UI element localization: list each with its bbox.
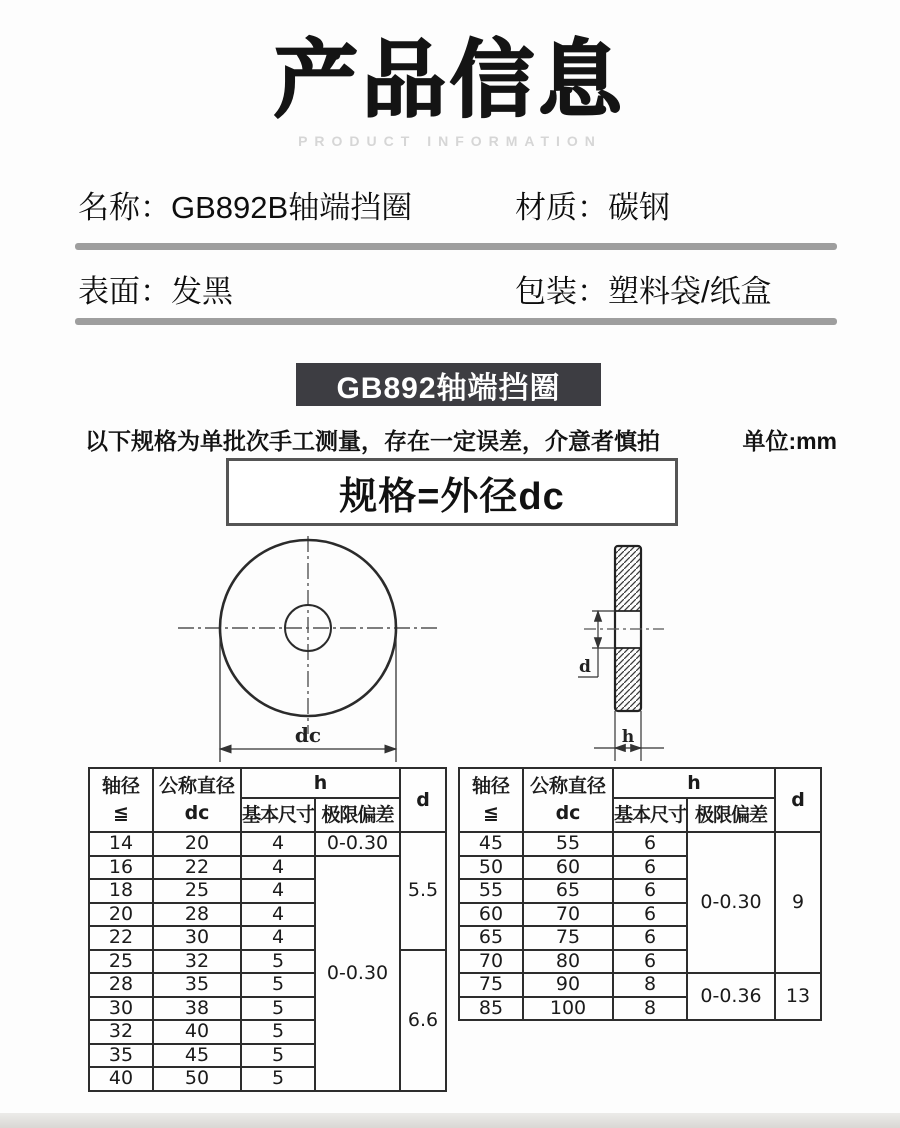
table-cell: 35: [153, 973, 241, 997]
table-cell: 30: [89, 997, 153, 1021]
column-header-limit-deviation: 极限偏差: [315, 798, 400, 832]
section-badge: GB892轴端挡圈: [296, 363, 601, 406]
page-title: 产品信息: [273, 33, 626, 127]
packaging-label: 包装：: [515, 274, 608, 309]
table-row: [459, 832, 821, 856]
table-cell: 5: [241, 1020, 315, 1044]
table-cell: 45: [459, 832, 523, 856]
table-cell: 60: [459, 903, 523, 927]
column-header-limit-deviation: 极限偏差: [687, 798, 775, 832]
side-view-diagram: [552, 533, 687, 775]
packaging-value: 塑料袋/纸盒: [608, 274, 772, 309]
table-cell: 5: [241, 1067, 315, 1091]
table-cell: 100: [523, 997, 613, 1021]
table-row: [89, 856, 446, 880]
table-cell: 65: [459, 926, 523, 950]
spec-formula-box: 规格=外径dc: [226, 458, 678, 526]
table-cell: 18: [89, 879, 153, 903]
d-dimension-label: d: [579, 657, 591, 677]
table-cell: 25: [89, 950, 153, 974]
table-cell: 75: [523, 926, 613, 950]
h-dimension-label: h: [621, 727, 635, 747]
measurement-note: 以下规格为单批次手工测量，存在一定误差，介意者慎拍: [85, 428, 660, 454]
dc-dimension-label: dc: [294, 723, 322, 747]
table-cell: 22: [89, 926, 153, 950]
material-value: 碳钢: [608, 190, 670, 225]
table-cell: 85: [459, 997, 523, 1021]
table-cell: 32: [89, 1020, 153, 1044]
table-cell: 5: [241, 1044, 315, 1068]
table-cell: 38: [153, 997, 241, 1021]
table-cell: 70: [459, 950, 523, 974]
table-cell-deviation: 0-0.36: [687, 973, 775, 1020]
table-cell-d: 6.6: [400, 950, 446, 1091]
table-cell-deviation: 0-0.30: [687, 832, 775, 973]
dimension-table-large-sizes: [458, 767, 822, 1021]
table-cell: 5: [241, 973, 315, 997]
front-view-diagram: [158, 528, 458, 776]
table-cell-d: 5.5: [400, 832, 446, 950]
table-cell: 6: [613, 950, 687, 974]
table-cell-d: 13: [775, 973, 821, 1020]
unit-label: 单位:mm: [742, 428, 837, 454]
table-cell: 45: [153, 1044, 241, 1068]
table-cell: 40: [89, 1067, 153, 1091]
name-value: GB892B轴端挡圈: [171, 190, 413, 225]
centerlines: [178, 536, 438, 734]
table-cell: 65: [523, 879, 613, 903]
material-label: 材质：: [515, 190, 608, 225]
table-cell: 30: [153, 926, 241, 950]
table-cell: 6: [613, 832, 687, 856]
table-cell: 4: [241, 926, 315, 950]
product-name-row: [78, 182, 412, 227]
bottom-edge-strip: [0, 1113, 900, 1128]
table-cell: 40: [153, 1020, 241, 1044]
column-header-nominal-diameter: 公称直径 dc: [523, 768, 613, 832]
column-header-shaft-diameter: 轴径 ≦: [89, 768, 153, 832]
table-cell: 4: [241, 856, 315, 880]
table-cell: 6: [613, 879, 687, 903]
table-cell: 90: [523, 973, 613, 997]
table-cell: 8: [613, 973, 687, 997]
table-cell: 5: [241, 950, 315, 974]
column-header-h-group: h: [241, 768, 400, 798]
divider: [75, 243, 837, 250]
column-header-d: d: [775, 768, 821, 832]
table-cell: 14: [89, 832, 153, 856]
table-cell: 6: [613, 856, 687, 880]
table-cell-deviation: 0-0.30: [315, 856, 400, 1091]
table-cell: 6: [613, 903, 687, 927]
product-surface-row: [78, 266, 233, 311]
column-header-basic-size: 基本尺寸: [241, 798, 315, 832]
page-subtitle: PRODUCT INFORMATION: [298, 133, 602, 149]
table-cell: 28: [153, 903, 241, 927]
column-header-nominal-diameter: 公称直径 dc: [153, 768, 241, 832]
product-material-row: [515, 182, 670, 227]
table-cell: 25: [153, 879, 241, 903]
table-cell: 20: [89, 903, 153, 927]
column-header-basic-size: 基本尺寸: [613, 798, 687, 832]
table-cell: 55: [523, 832, 613, 856]
column-header-h-group: h: [613, 768, 775, 798]
table-cell: 6: [613, 926, 687, 950]
table-cell: 22: [153, 856, 241, 880]
product-packaging-row: [515, 266, 772, 311]
table-cell: 50: [153, 1067, 241, 1091]
table-cell: 35: [89, 1044, 153, 1068]
table-cell: 80: [523, 950, 613, 974]
column-header-d: d: [400, 768, 446, 832]
table-cell: 55: [459, 879, 523, 903]
table-cell: 20: [153, 832, 241, 856]
surface-value: 发黑: [171, 274, 233, 309]
dimension-table-small-sizes: [88, 767, 447, 1092]
surface-label: 表面：: [78, 274, 171, 309]
name-label: 名称：: [78, 190, 171, 225]
table-cell: 4: [241, 832, 315, 856]
table-cell: 8: [613, 997, 687, 1021]
table-cell: 50: [459, 856, 523, 880]
divider: [75, 318, 837, 325]
column-header-shaft-diameter: 轴径 ≦: [459, 768, 523, 832]
table-cell-deviation: 0-0.30: [315, 832, 400, 856]
table-cell-d: 9: [775, 832, 821, 973]
table-cell: 5: [241, 997, 315, 1021]
table-cell: 70: [523, 903, 613, 927]
table-row: [89, 832, 446, 856]
table-cell: 75: [459, 973, 523, 997]
table-cell: 16: [89, 856, 153, 880]
table-cell: 4: [241, 879, 315, 903]
table-cell: 28: [89, 973, 153, 997]
table-cell: 4: [241, 903, 315, 927]
measurement-note-row: [85, 423, 837, 456]
table-row: [459, 973, 821, 997]
table-cell: 32: [153, 950, 241, 974]
table-cell: 60: [523, 856, 613, 880]
